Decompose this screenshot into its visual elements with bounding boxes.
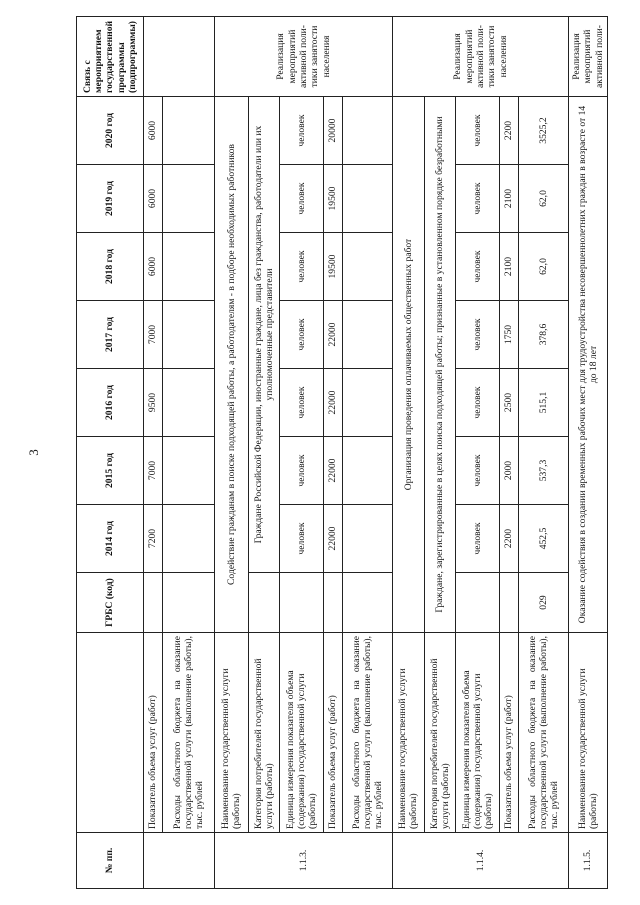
cell-empty	[144, 573, 163, 633]
cell-empty	[144, 833, 215, 889]
cell-empty	[162, 97, 214, 165]
value-cell: 22000	[324, 301, 343, 369]
value-cell: 62,0	[518, 165, 568, 233]
unit-cell: человек	[456, 505, 500, 573]
row-num: 1.1.3.	[215, 833, 393, 889]
value-cell: 2200	[500, 505, 519, 573]
table-row	[393, 17, 424, 889]
table-row	[456, 17, 500, 889]
row-label: Наименование государственной услуги (работы)	[393, 633, 424, 833]
value-cell: 6000	[144, 233, 163, 301]
value-cell: 2500	[500, 369, 519, 437]
table-row	[500, 17, 519, 889]
row-num: 1.1.4.	[393, 833, 569, 889]
header-link: Связь с мероприятием государственной программы (подпрограммы)	[77, 17, 144, 97]
cell-empty	[162, 369, 214, 437]
unit-cell: человек	[280, 505, 324, 573]
value-cell: 6000	[144, 97, 163, 165]
value-cell: 22000	[324, 505, 343, 573]
row-num: 1.1.5.	[569, 833, 608, 889]
row-label: Расходы областного бюджета на оказание государственной услуги (выполнение работы), тыс. рублей	[518, 633, 568, 833]
value-cell: 7200	[144, 505, 163, 573]
consumer-category: Граждане Российской Федерации, иностранные граждане, лица без гражданства, работодатели или их уполномоченные представители	[248, 97, 279, 573]
value-cell: 9500	[144, 369, 163, 437]
table-row	[215, 17, 249, 889]
table-header	[77, 17, 144, 889]
table-row	[162, 17, 214, 889]
cell-empty	[162, 301, 214, 369]
value-cell: 19500	[324, 165, 343, 233]
header-name	[77, 633, 144, 833]
consumer-category: Граждане, зарегистрированные в целях поиска подходящей работы; признанные в установленном порядке безработными	[424, 97, 455, 633]
value-cell: 2200	[500, 97, 519, 165]
header-year: 2018 год	[77, 233, 144, 301]
program-link: Реализация мероприятий активной политики занятости населения	[393, 17, 569, 97]
unit-cell: человек	[280, 233, 324, 301]
cell-empty	[500, 573, 519, 633]
unit-cell: человек	[280, 97, 324, 165]
row-label: Единица измерения показателя объема (содержания) государственной услуги (работы)	[456, 633, 500, 833]
value-cell: 2000	[500, 437, 519, 505]
row-label: Единица измерения показателя объема (содержания) государственной услуги (работы)	[280, 633, 324, 833]
row-label: Наименование государственной услуги (работы)	[215, 633, 249, 833]
value-cell: 378,6	[518, 301, 568, 369]
value-cell: 452,5	[518, 505, 568, 573]
grbs-code: 029	[518, 573, 568, 633]
cell-empty	[162, 505, 214, 573]
program-link: Реализация мероприятий активной поли-	[569, 17, 608, 97]
cell-empty	[343, 301, 393, 369]
service-name: Организация проведения оплачиваемых общественных работ	[393, 97, 424, 633]
unit-cell: человек	[456, 437, 500, 505]
unit-cell: человек	[456, 233, 500, 301]
value-cell: 6000	[144, 165, 163, 233]
cell-empty	[162, 233, 214, 301]
value-cell: 22000	[324, 369, 343, 437]
value-cell: 20000	[324, 97, 343, 165]
value-cell: 7000	[144, 301, 163, 369]
cell-empty	[343, 369, 393, 437]
cell-empty	[343, 437, 393, 505]
program-link: Реализация мероприятий активной политики занятости населения	[215, 17, 393, 97]
unit-cell: человек	[456, 369, 500, 437]
service-table	[76, 16, 608, 889]
row-label: Показатель объема услуг (работ)	[324, 633, 343, 833]
value-cell: 62,0	[518, 233, 568, 301]
header-year: 2020 год	[77, 97, 144, 165]
cell-empty	[343, 165, 393, 233]
cell-empty	[248, 573, 279, 633]
header-grbs: ГРБС (код)	[77, 573, 144, 633]
table-row	[144, 17, 163, 889]
value-cell: 515,1	[518, 369, 568, 437]
value-cell: 22000	[324, 437, 343, 505]
table-row	[518, 17, 568, 889]
value-cell: 1750	[500, 301, 519, 369]
header-year: 2019 год	[77, 165, 144, 233]
row-label: Категория потребителей государственной услуги (работы)	[424, 633, 455, 833]
unit-cell: человек	[456, 97, 500, 165]
cell-empty	[280, 573, 324, 633]
table-row	[324, 17, 343, 889]
value-cell: 537,3	[518, 437, 568, 505]
header-year: 2015 год	[77, 437, 144, 505]
page-number: 3	[26, 449, 41, 456]
header-year: 2016 год	[77, 369, 144, 437]
table-row	[343, 17, 393, 889]
cell-empty	[343, 573, 393, 633]
cell-empty	[144, 17, 215, 97]
cell-empty	[162, 165, 214, 233]
header-year: 2017 год	[77, 301, 144, 369]
table-row	[424, 17, 455, 889]
unit-cell: человек	[280, 369, 324, 437]
cell-empty	[324, 573, 343, 633]
value-cell: 2100	[500, 165, 519, 233]
service-name: Оказание содействия в создании временных рабочих мест для трудоустройства несовершеннолетних граждан в возрасте от 14 до 18 лет	[569, 97, 608, 633]
unit-cell: человек	[280, 165, 324, 233]
cell-empty	[343, 505, 393, 573]
table-row	[569, 17, 608, 889]
header-num: № пп.	[77, 833, 144, 889]
row-label: Категория потребителей государственной услуги (работы)	[248, 633, 279, 833]
service-name: Содействие гражданам в поиске подходящей работы, а работодателям - в подборе необходимых работников	[215, 97, 249, 633]
value-cell: 19500	[324, 233, 343, 301]
header-year: 2014 год	[77, 505, 144, 573]
row-label: Расходы областного бюджета на оказание государственной услуги (выполнение работы), тыс. рублей	[343, 633, 393, 833]
value-cell: 3525,2	[518, 97, 568, 165]
row-label: Показатель объема услуг (работ)	[500, 633, 519, 833]
row-label: Показатель объема услуг (работ)	[144, 633, 163, 833]
unit-cell: человек	[280, 301, 324, 369]
cell-empty	[343, 97, 393, 165]
unit-cell: человек	[456, 165, 500, 233]
table-row	[248, 17, 279, 889]
row-label: Наименование государственной услуги (работы)	[569, 633, 608, 833]
value-cell: 7000	[144, 437, 163, 505]
unit-cell: человек	[456, 301, 500, 369]
table-row	[280, 17, 324, 889]
cell-empty	[343, 233, 393, 301]
unit-cell: человек	[280, 437, 324, 505]
row-label: Расходы областного бюджета на оказание государственной услуги (выполнение работы), тыс. рублей	[162, 633, 214, 833]
cell-empty	[162, 437, 214, 505]
cell-empty	[456, 573, 500, 633]
cell-empty	[162, 573, 214, 633]
value-cell: 2100	[500, 233, 519, 301]
